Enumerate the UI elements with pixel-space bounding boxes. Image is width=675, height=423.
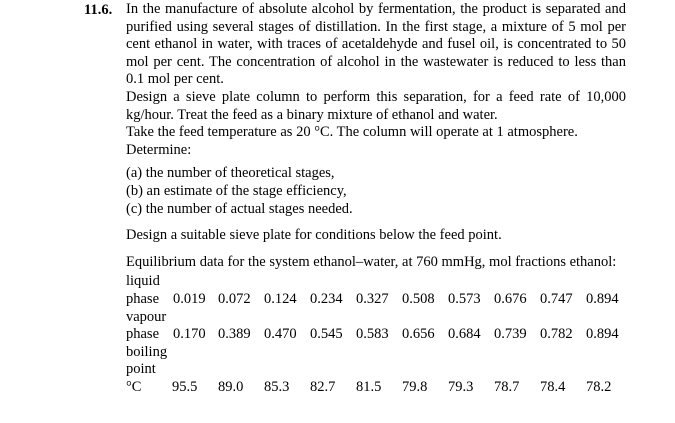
boiling-value: 78.7 <box>494 378 520 395</box>
vapour-value: 0.545 <box>310 326 343 343</box>
boiling-row <box>126 344 626 397</box>
task-list <box>126 165 626 218</box>
problem-paragraph-1: In the manufacture of absolute alcohol by fermentation, the product is separated and purified using several stages of distillation. In the first stage, a mixture of 5 mol per cent ethanol in water, with traces of acetaldehyde and fusel oil, is concentrated to 50 mol per cent. The concentration of alcohol in the wastewater is reduced to less than 0.1 mol per cent. <box>126 1 626 88</box>
vapour-value: 0.389 <box>218 326 251 343</box>
boiling-row-label <box>126 344 172 397</box>
liquid-value: 0.508 <box>402 290 435 307</box>
problem-number: 11.6. <box>84 2 113 18</box>
boiling-value: 95.5 <box>172 378 198 395</box>
design-plate-text: Design a suitable sieve plate for conditions below the feed point. <box>126 227 502 244</box>
determine-label: Determine: <box>126 141 192 158</box>
boiling-value: 85.3 <box>264 378 290 395</box>
equilibrium-table <box>126 273 626 396</box>
boiling-value: 79.3 <box>448 378 474 395</box>
liquid-row-label <box>126 273 173 308</box>
vapour-value: 0.470 <box>264 326 297 343</box>
liquid-value: 0.747 <box>540 290 573 307</box>
boiling-value: 82.7 <box>310 378 336 395</box>
vapour-value: 0.583 <box>356 326 389 343</box>
liquid-values <box>173 291 626 309</box>
vapour-value: 0.739 <box>494 326 527 343</box>
liquid-row <box>126 273 626 308</box>
boiling-value: 79.8 <box>402 378 428 395</box>
vapour-values <box>173 326 626 344</box>
liquid-value: 0.327 <box>356 290 389 307</box>
liquid-value: 0.072 <box>218 290 251 307</box>
boiling-label-line1: boiling <box>126 343 168 360</box>
vapour-label-line1: vapour <box>126 308 167 325</box>
equilibrium-intro: Equilibrium data for the system ethanol–water, at 760 mmHg, mol fractions ethanol: <box>126 253 617 270</box>
liquid-label-line2: phase <box>126 290 160 307</box>
liquid-value: 0.676 <box>494 290 527 307</box>
liquid-value: 0.019 <box>173 290 206 307</box>
vapour-value: 0.782 <box>540 326 573 343</box>
vapour-row-label <box>126 309 173 344</box>
liquid-label-line1: liquid <box>126 273 160 290</box>
vapour-value: 0.894 <box>586 326 619 343</box>
task-item-b: (b) an estimate of the stage efficiency, <box>126 182 347 199</box>
vapour-value: 0.684 <box>448 326 481 343</box>
boiling-value: 78.2 <box>586 378 612 395</box>
boiling-label-line2: point <box>126 361 156 378</box>
problem-paragraph-2: Design a sieve plate column to perform this separation, for a feed rate of 10,000 kg/hour. Treat the feed as a binary mixture of ethanol and water. <box>126 88 626 123</box>
liquid-value: 0.124 <box>264 290 297 307</box>
boiling-label-line3: °C <box>126 378 142 395</box>
task-item-a: (a) the number of theoretical stages, <box>126 165 335 182</box>
liquid-value: 0.573 <box>448 290 481 307</box>
vapour-value: 0.170 <box>173 326 206 343</box>
vapour-value: 0.656 <box>402 326 435 343</box>
problem-content <box>126 1 626 396</box>
vapour-label-line2: phase <box>126 326 160 343</box>
boiling-value: 78.4 <box>540 378 566 395</box>
boiling-value: 89.0 <box>218 378 244 395</box>
vapour-row <box>126 309 626 344</box>
problem-paragraph-3: Take the feed temperature as 20 °C. The column will operate at 1 atmosphere. <box>126 124 578 141</box>
liquid-value: 0.894 <box>586 290 619 307</box>
task-item-c: (c) the number of actual stages needed. <box>126 200 353 217</box>
boiling-value: 81.5 <box>356 378 382 395</box>
boiling-values <box>172 379 624 397</box>
liquid-value: 0.234 <box>310 290 343 307</box>
